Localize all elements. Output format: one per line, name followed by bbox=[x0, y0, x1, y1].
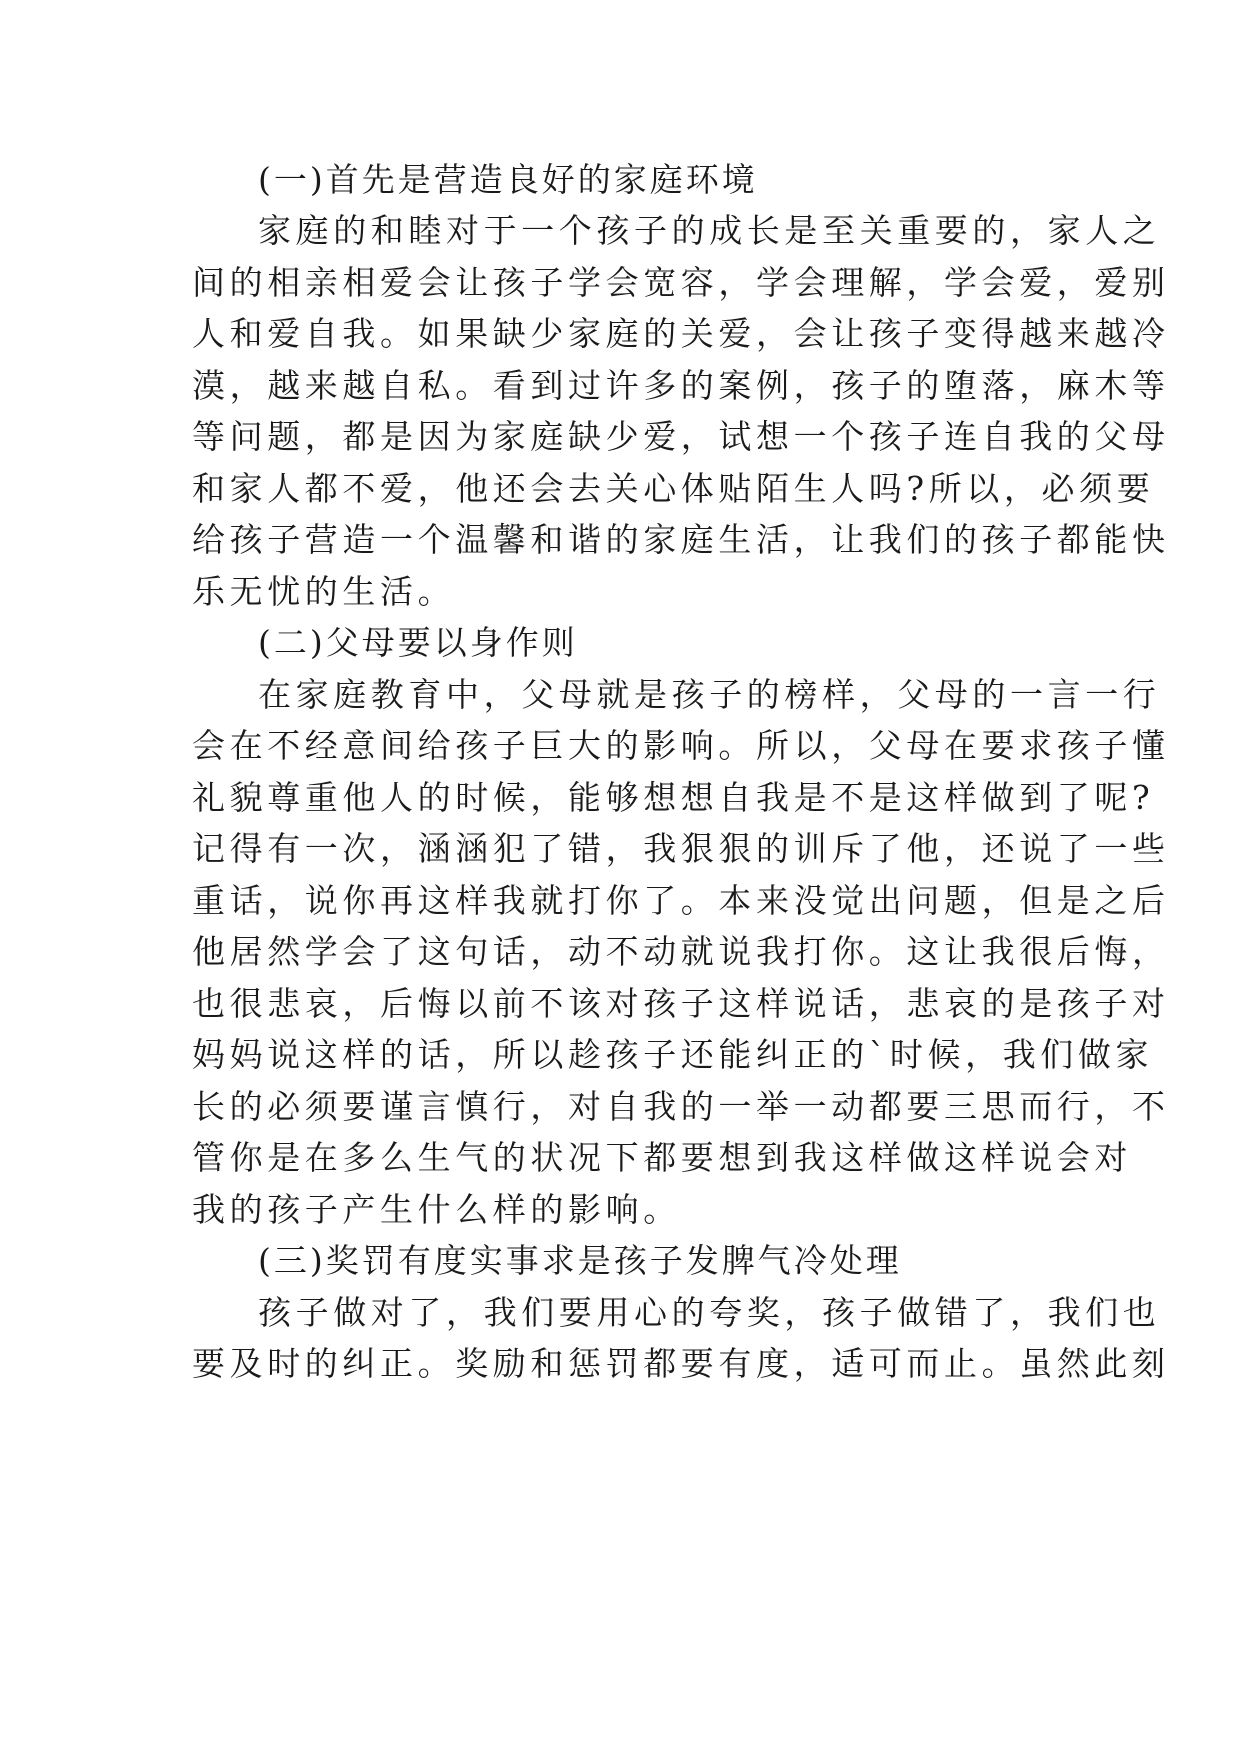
paragraph-line: 乐无忧的生活。 bbox=[192, 572, 456, 611]
section-heading-2: (二)父母要以身作则 bbox=[258, 623, 578, 662]
paragraph-line: 人和爱自我。如果缺少家庭的关爱，会让孩子变得越来越冷 bbox=[192, 314, 1170, 353]
paragraph-line: 在家庭教育中，父母就是孩子的榜样，父母的一言一行 bbox=[258, 675, 1161, 714]
paragraph-line: 孩子做对了，我们要用心的夸奖，孩子做错了，我们也 bbox=[258, 1293, 1161, 1332]
paragraph-line: 我的孩子产生什么样的影响。 bbox=[192, 1190, 681, 1229]
paragraph-line: 妈妈说这样的话，所以趁孩子还能纠正的`时候，我们做家 bbox=[192, 1035, 1154, 1074]
paragraph-line: 和家人都不爱，他还会去关心体贴陌生人吗?所以，必须要 bbox=[192, 469, 1155, 508]
paragraph-line: 长的必须要谨言慎行，对自我的一举一动都要三思而行，不 bbox=[192, 1087, 1170, 1126]
paragraph-line: 礼貌尊重他人的时候，能够想想自我是不是这样做到了呢? bbox=[192, 778, 1155, 817]
section-heading-3: (三)奖罚有度实事求是孩子发脾气冷处理 bbox=[258, 1241, 902, 1280]
paragraph-line: 给孩子营造一个温馨和谐的家庭生活，让我们的孩子都能快 bbox=[192, 520, 1170, 559]
paragraph-line: 要及时的纠正。奖励和惩罚都要有度，适可而止。虽然此刻 bbox=[192, 1344, 1170, 1383]
paragraph-line: 间的相亲相爱会让孩子学会宽容，学会理解，学会爱，爱别 bbox=[192, 263, 1170, 302]
paragraph-line: 管你是在多么生气的状况下都要想到我这样做这样说会对 bbox=[192, 1138, 1132, 1177]
paragraph-line: 会在不经意间给孩子巨大的影响。所以，父母在要求孩子懂 bbox=[192, 726, 1170, 765]
paragraph-line: 家庭的和睦对于一个孩子的成长是至关重要的，家人之 bbox=[258, 211, 1161, 250]
paragraph-line: 等问题，都是因为家庭缺少爱，试想一个孩子连自我的父母 bbox=[192, 417, 1170, 456]
paragraph-line: 他居然学会了这句话，动不动就说我打你。这让我很后悔， bbox=[192, 932, 1170, 971]
paragraph-line: 记得有一次，涵涵犯了错，我狠狠的训斥了他，还说了一些 bbox=[192, 829, 1170, 868]
paragraph-line: 也很悲哀，后悔以前不该对孩子这样说话，悲哀的是孩子对 bbox=[192, 984, 1170, 1023]
section-heading-1: (一)首先是营造良好的家庭环境 bbox=[258, 160, 758, 199]
paragraph-line: 重话，说你再这样我就打你了。本来没觉出问题，但是之后 bbox=[192, 881, 1170, 920]
paragraph-line: 漠，越来越自私。看到过许多的案例，孩子的堕落，麻木等 bbox=[192, 366, 1170, 405]
